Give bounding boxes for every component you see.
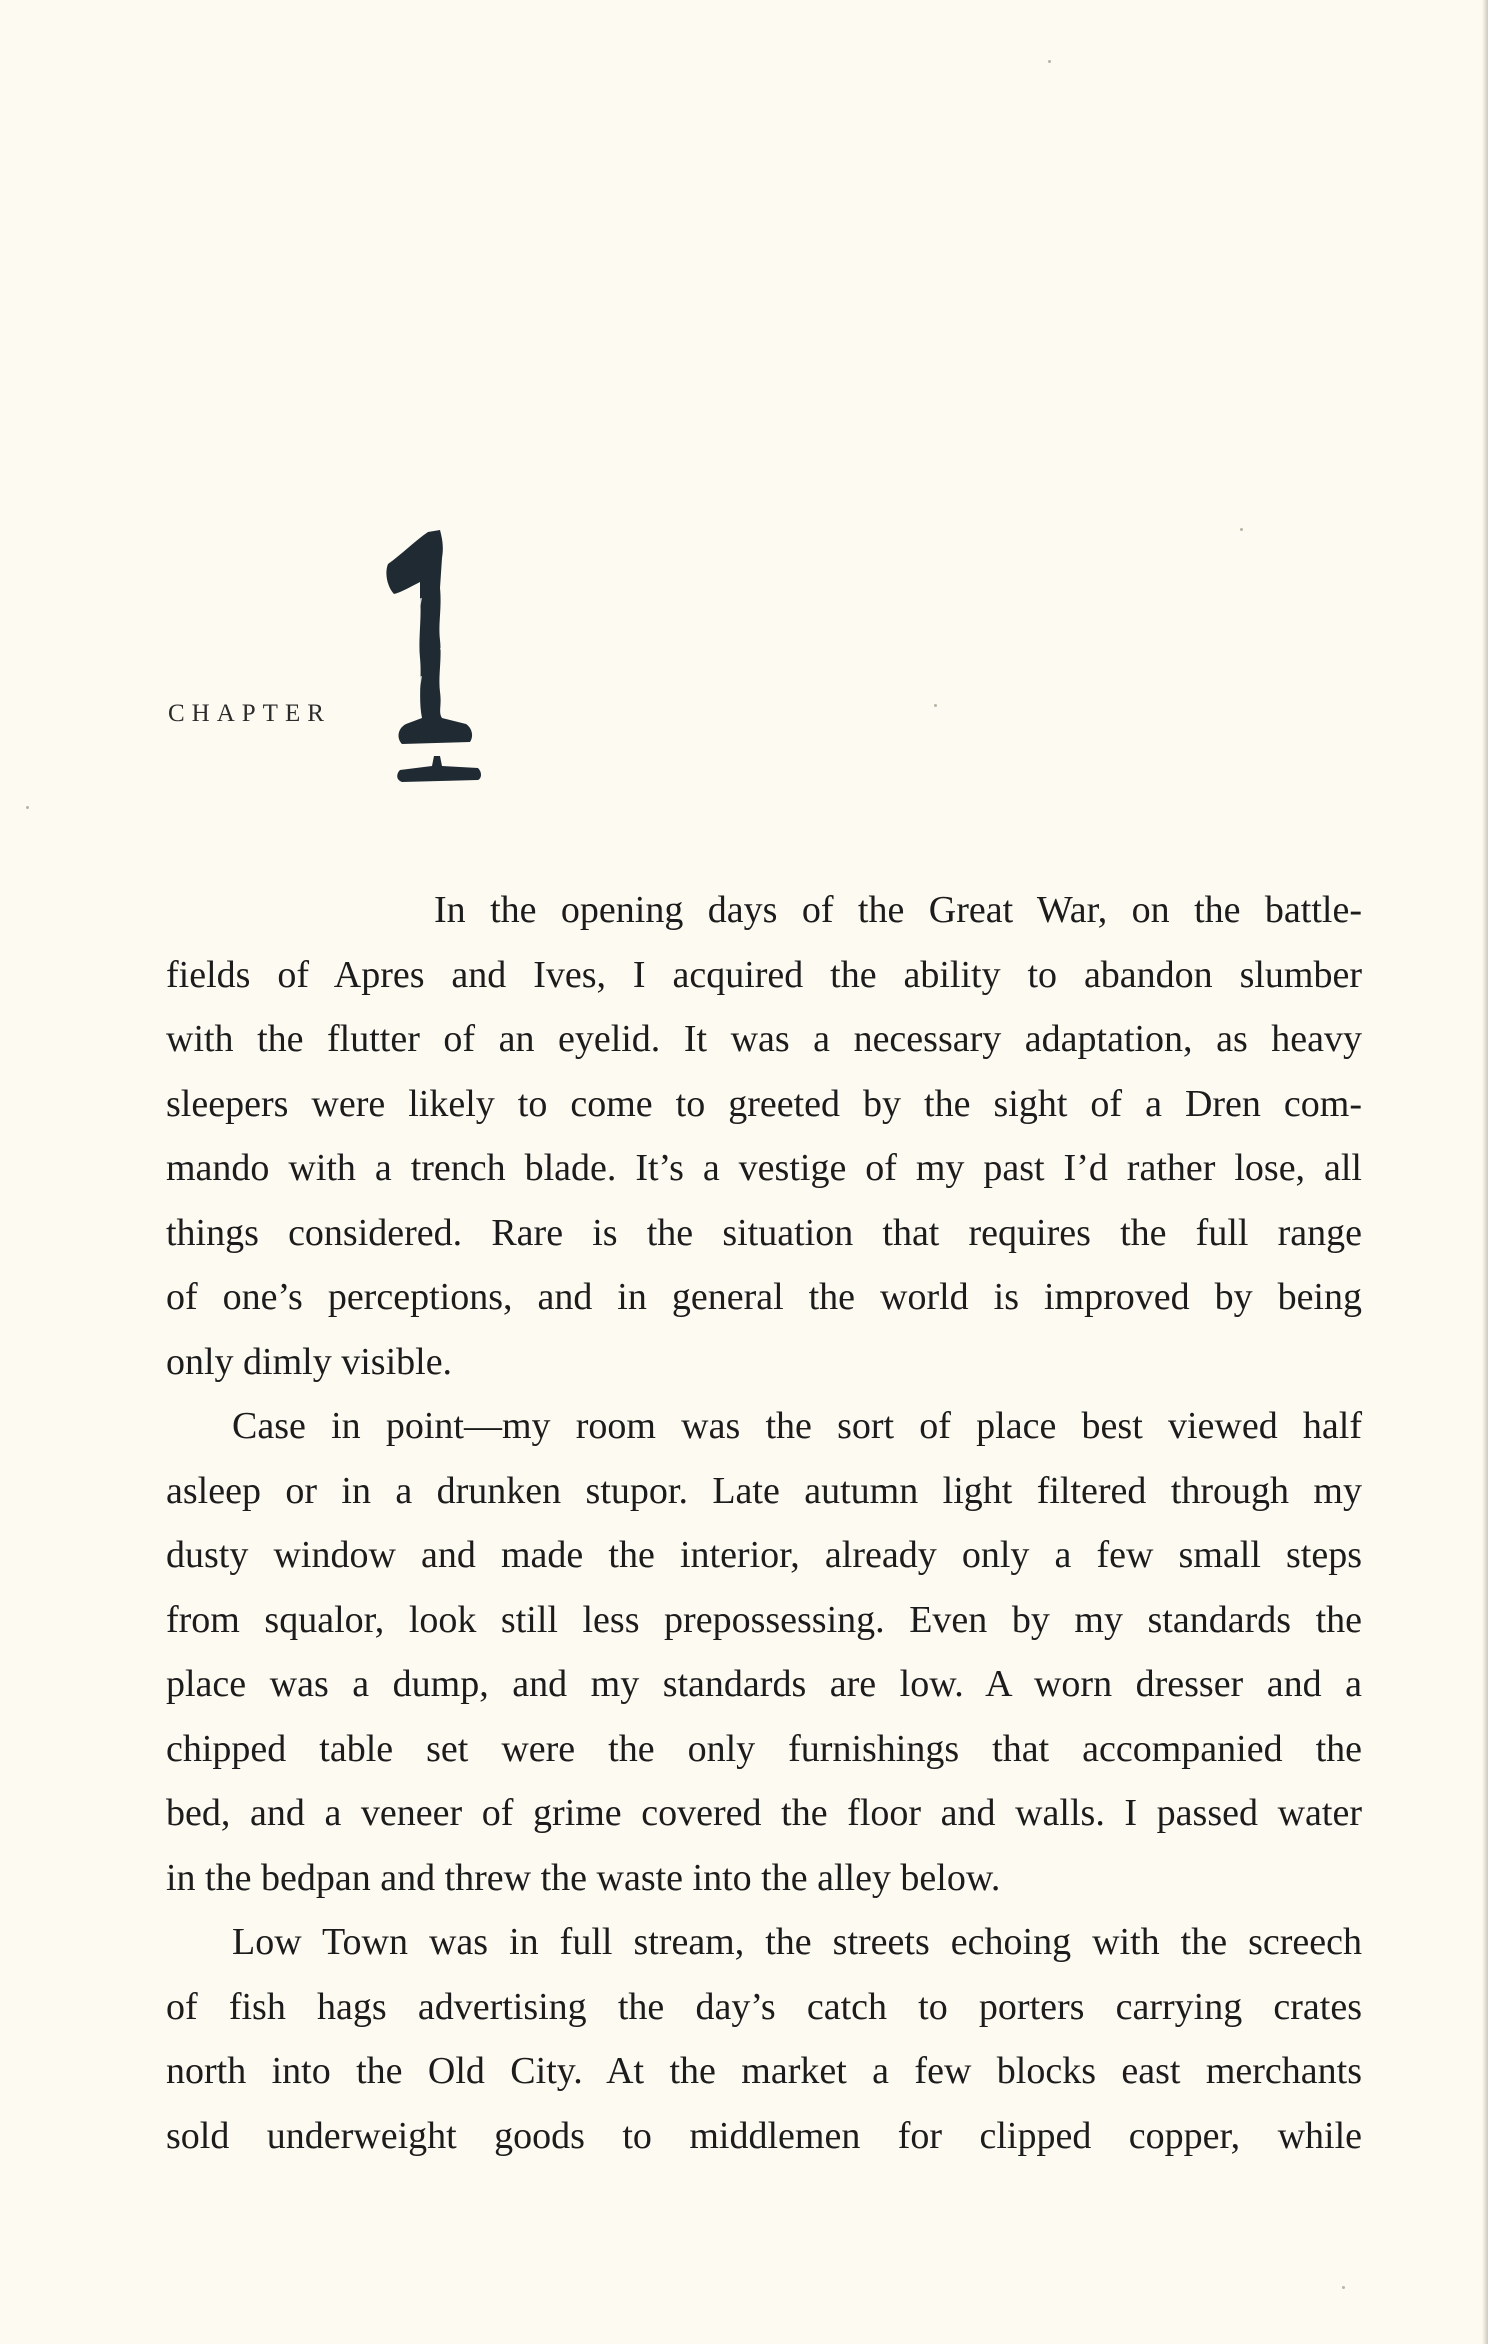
paper-speck [1048, 60, 1051, 63]
text-line: Case in point—my room was the sort of place best viewed half [232, 1405, 1362, 1447]
text-line: bed, and a veneer of grime covered the floor and walls. I passed water [166, 1792, 1362, 1834]
chapter-number-ornament [382, 528, 492, 796]
text-line: of one’s perceptions, and in general the world is improved by being [166, 1276, 1362, 1318]
text-line: Low Town was in full stream, the streets echoing with the screech [232, 1921, 1362, 1963]
text-line: fields of Apres and Ives, I acquired the ability to abandon slumber [166, 953, 1362, 996]
text-line: sleepers were likely to come to greeted by the sight of a Dren com- [166, 1082, 1362, 1125]
text-line: mando with a trench blade. It’s a vestige of my past I’d rather lose, all [166, 1147, 1362, 1189]
paragraph [166, 878, 1362, 1394]
text-line: of fish hags advertising the day’s catch to porters carrying crates [166, 1985, 1362, 2028]
text-line: things considered. Rare is the situation that requires the full range [166, 1211, 1362, 1254]
text-line: in the bedpan and threw the waste into the alley below. [166, 1856, 1001, 1899]
paper-speck [934, 704, 937, 707]
paper-speck [26, 806, 29, 809]
text-line: only dimly visible. [166, 1340, 453, 1383]
paper-speck [1342, 2286, 1345, 2289]
text-line: from squalor, look still less prepossessing. Even by my standards the [166, 1598, 1362, 1641]
text-line: sold underweight goods to middlemen for clipped copper, while [166, 2114, 1362, 2157]
page-edge-shadow [1482, 0, 1488, 2344]
text-line: place was a dump, and my standards are low. A worn dresser and a [166, 1663, 1362, 1705]
text-line: north into the Old City. At the market a few blocks east merchants [166, 2050, 1362, 2092]
chapter-number-glyph [382, 528, 492, 796]
text-line: chipped table set were the only furnishings that accompanied the [166, 1727, 1362, 1770]
text-line: asleep or in a drunken stupor. Late autumn light filtered through my [166, 1469, 1362, 1512]
text-line: dusty window and made the interior, already only a few small steps [166, 1534, 1362, 1576]
paragraph [166, 1910, 1362, 2168]
text-line: In the opening days of the Great War, on the battle- [434, 889, 1362, 931]
text-line: with the flutter of an eyelid. It was a necessary adaptation, as heavy [166, 1018, 1362, 1060]
paragraph [166, 1394, 1362, 1910]
paper-speck [1240, 528, 1243, 531]
chapter-label: CHAPTER [168, 700, 331, 727]
chapter-body [166, 878, 1362, 2168]
